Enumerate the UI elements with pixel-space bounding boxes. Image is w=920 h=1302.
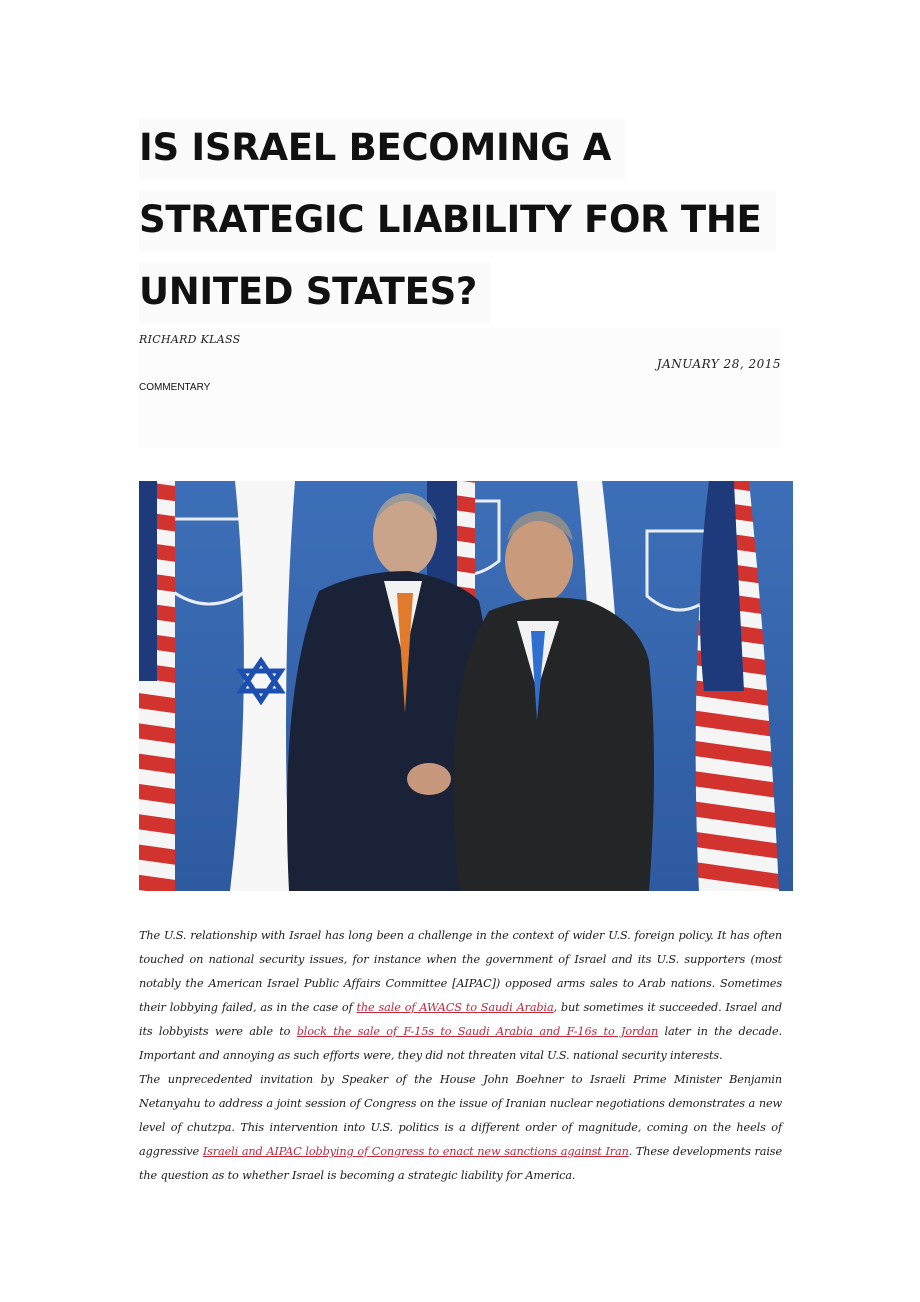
paragraph-1-text-a: The U.S. relationship with Israel has long been a challenge in the context of wider U.S. foreign policy. It has often touched on national security issues, for instance when the government of Israel and its U.S. supporters (most notably the American Israel Public Affairs Committee [AIPAC]) opposed arms sales to Arab nations. Sometimes their lobbying failed, as in the case of — [139, 929, 782, 1014]
link-aipac-sanctions-lobbying[interactable]: Israeli and AIPAC lobbying of Congress to enact new sanctions against Iran — [202, 1145, 629, 1158]
article-meta — [139, 328, 782, 448]
paragraph-2-text-b: . These developments raise the question as to whether Israel is becoming a strategic liability for America. — [139, 1145, 782, 1182]
category-label[interactable]: COMMENTARY — [139, 382, 211, 393]
paragraph-1-text-c: later in the decade. Important and annoying as such efforts were, they did not threaten vital U.S. national security interests. — [139, 1025, 782, 1062]
article-title-line-3: UNITED STATES? — [139, 262, 491, 324]
paragraph-1-text-b: , but sometimes it succeeded. Israel and its lobbyists were able to — [139, 1001, 782, 1038]
article-title-line-2: STRATEGIC LIABILITY FOR THE — [139, 190, 776, 252]
paragraph-1 — [139, 924, 782, 1068]
paragraph-2 — [139, 1068, 782, 1188]
link-awacs-sale[interactable]: the sale of AWACS to Saudi Arabia — [356, 1001, 554, 1014]
article-body — [139, 924, 782, 1188]
article-photo — [139, 481, 793, 891]
publish-date: JANUARY 28, 2015 — [656, 357, 781, 371]
article-title-line-1: IS ISRAEL BECOMING A — [139, 118, 625, 180]
paragraph-2-text-a: The unprecedented invitation by Speaker of the House John Boehner to Israeli Prime Minister Benjamin Netanyahu to address a joint session of Congress on the issue of Iranian nuclear negotiations demonstrates a new level of chutzpa. This intervention into U.S. politics is a different order of magnitude, coming on the heels of aggressive — [139, 1073, 782, 1158]
author-name[interactable]: RICHARD KLASS — [139, 333, 241, 346]
link-block-f15-f16-sale[interactable]: block the sale of F-15s to Saudi Arabia and F-16s to Jordan — [296, 1025, 659, 1038]
